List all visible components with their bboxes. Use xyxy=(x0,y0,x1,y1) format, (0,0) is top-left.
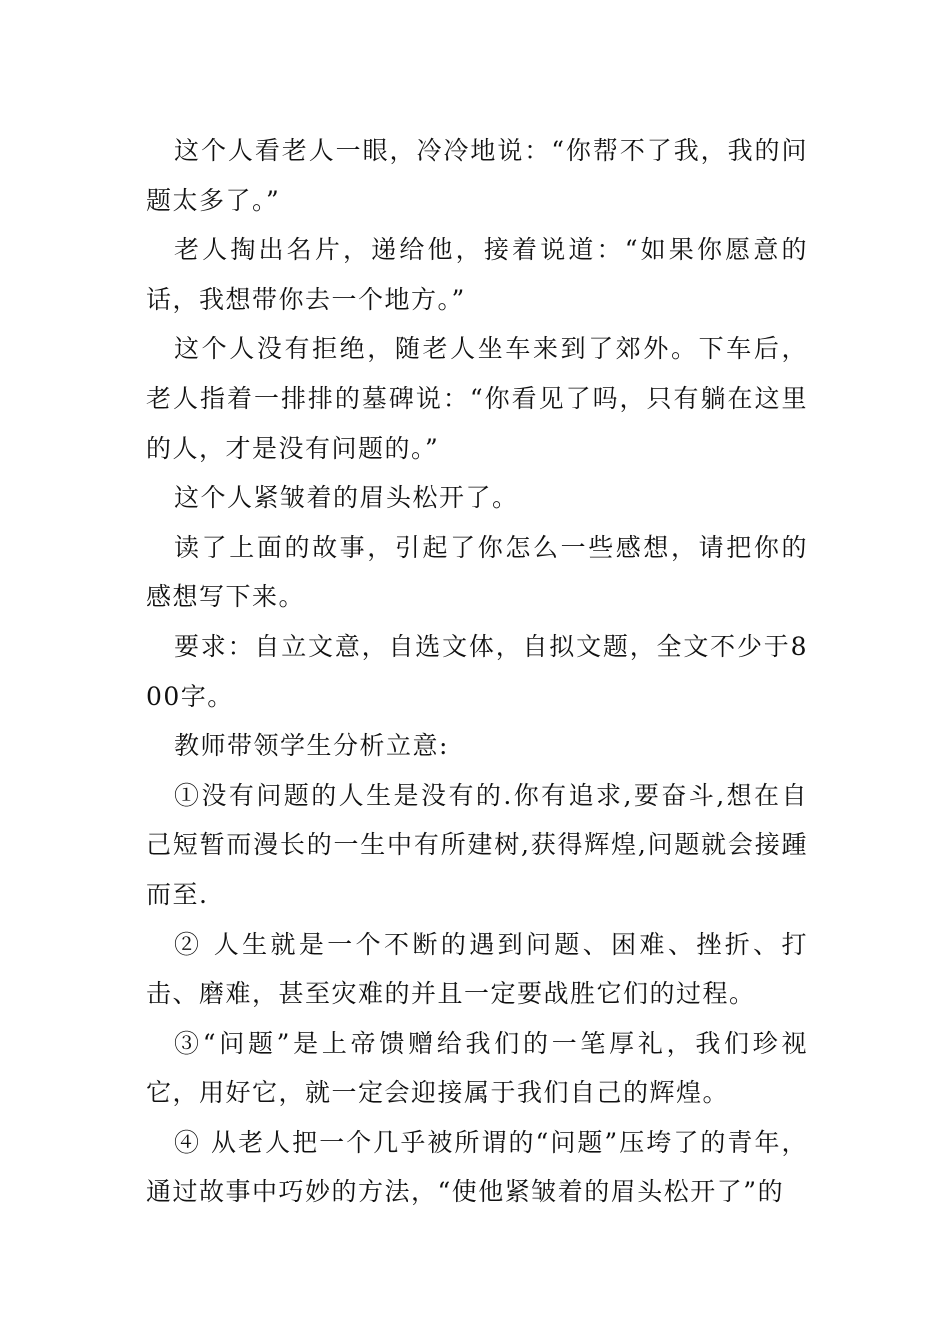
paragraph-7: 教师带领学生分析立意: xyxy=(174,731,449,761)
paragraph-8: ①没有问题的人生是没有的.你有追求,要奋斗,想在自己短暂而漫长的一生中有所建树,获得辉煌,问题就会接踵而至. xyxy=(146,780,808,909)
paragraph-5: 读了上面的故事，引起了你怎么一些感想，请把你的感想写下来。 xyxy=(146,532,808,612)
paragraph-4: 这个人紧皱着的眉头松开了。 xyxy=(174,483,519,513)
paragraph-9: ② 人生就是一个不断的遇到问题、困难、挫折、打击、磨难，甚至灾难的并且一定要战胜它们的过程。 xyxy=(146,929,808,1009)
paragraph-1: 这个人看老人一眼，冷冷地说：“你帮不了我，我的问题太多了。” xyxy=(146,136,808,215)
document-body xyxy=(146,126,808,1217)
paragraph-2: 老人掏出名片，递给他，接着说道：“如果你愿意的话，我想带你去一个地方。” xyxy=(146,235,808,314)
paragraph-3: 这个人没有拒绝，随老人坐车来到了郊外。下车后，老人指着一排排的墓碑说：“你看见了吗，只有躺在这里的人，才是没有问题的。” xyxy=(146,334,808,463)
paragraph-10: ③“问题”是上帝馈赠给我们的一笔厚礼，我们珍视它，用好它，就一定会迎接属于我们自己的辉煌。 xyxy=(146,1028,808,1108)
paragraph-6: 要求：自立文意，自选文体，自拟文题，全文不少于800字。 xyxy=(146,631,808,711)
paragraph-11: ④ 从老人把一个几乎被所谓的“问题”压垮了的青年，通过故事中巧妙的方法，“使他紧皱着的眉头松开了”的 xyxy=(146,1127,808,1207)
